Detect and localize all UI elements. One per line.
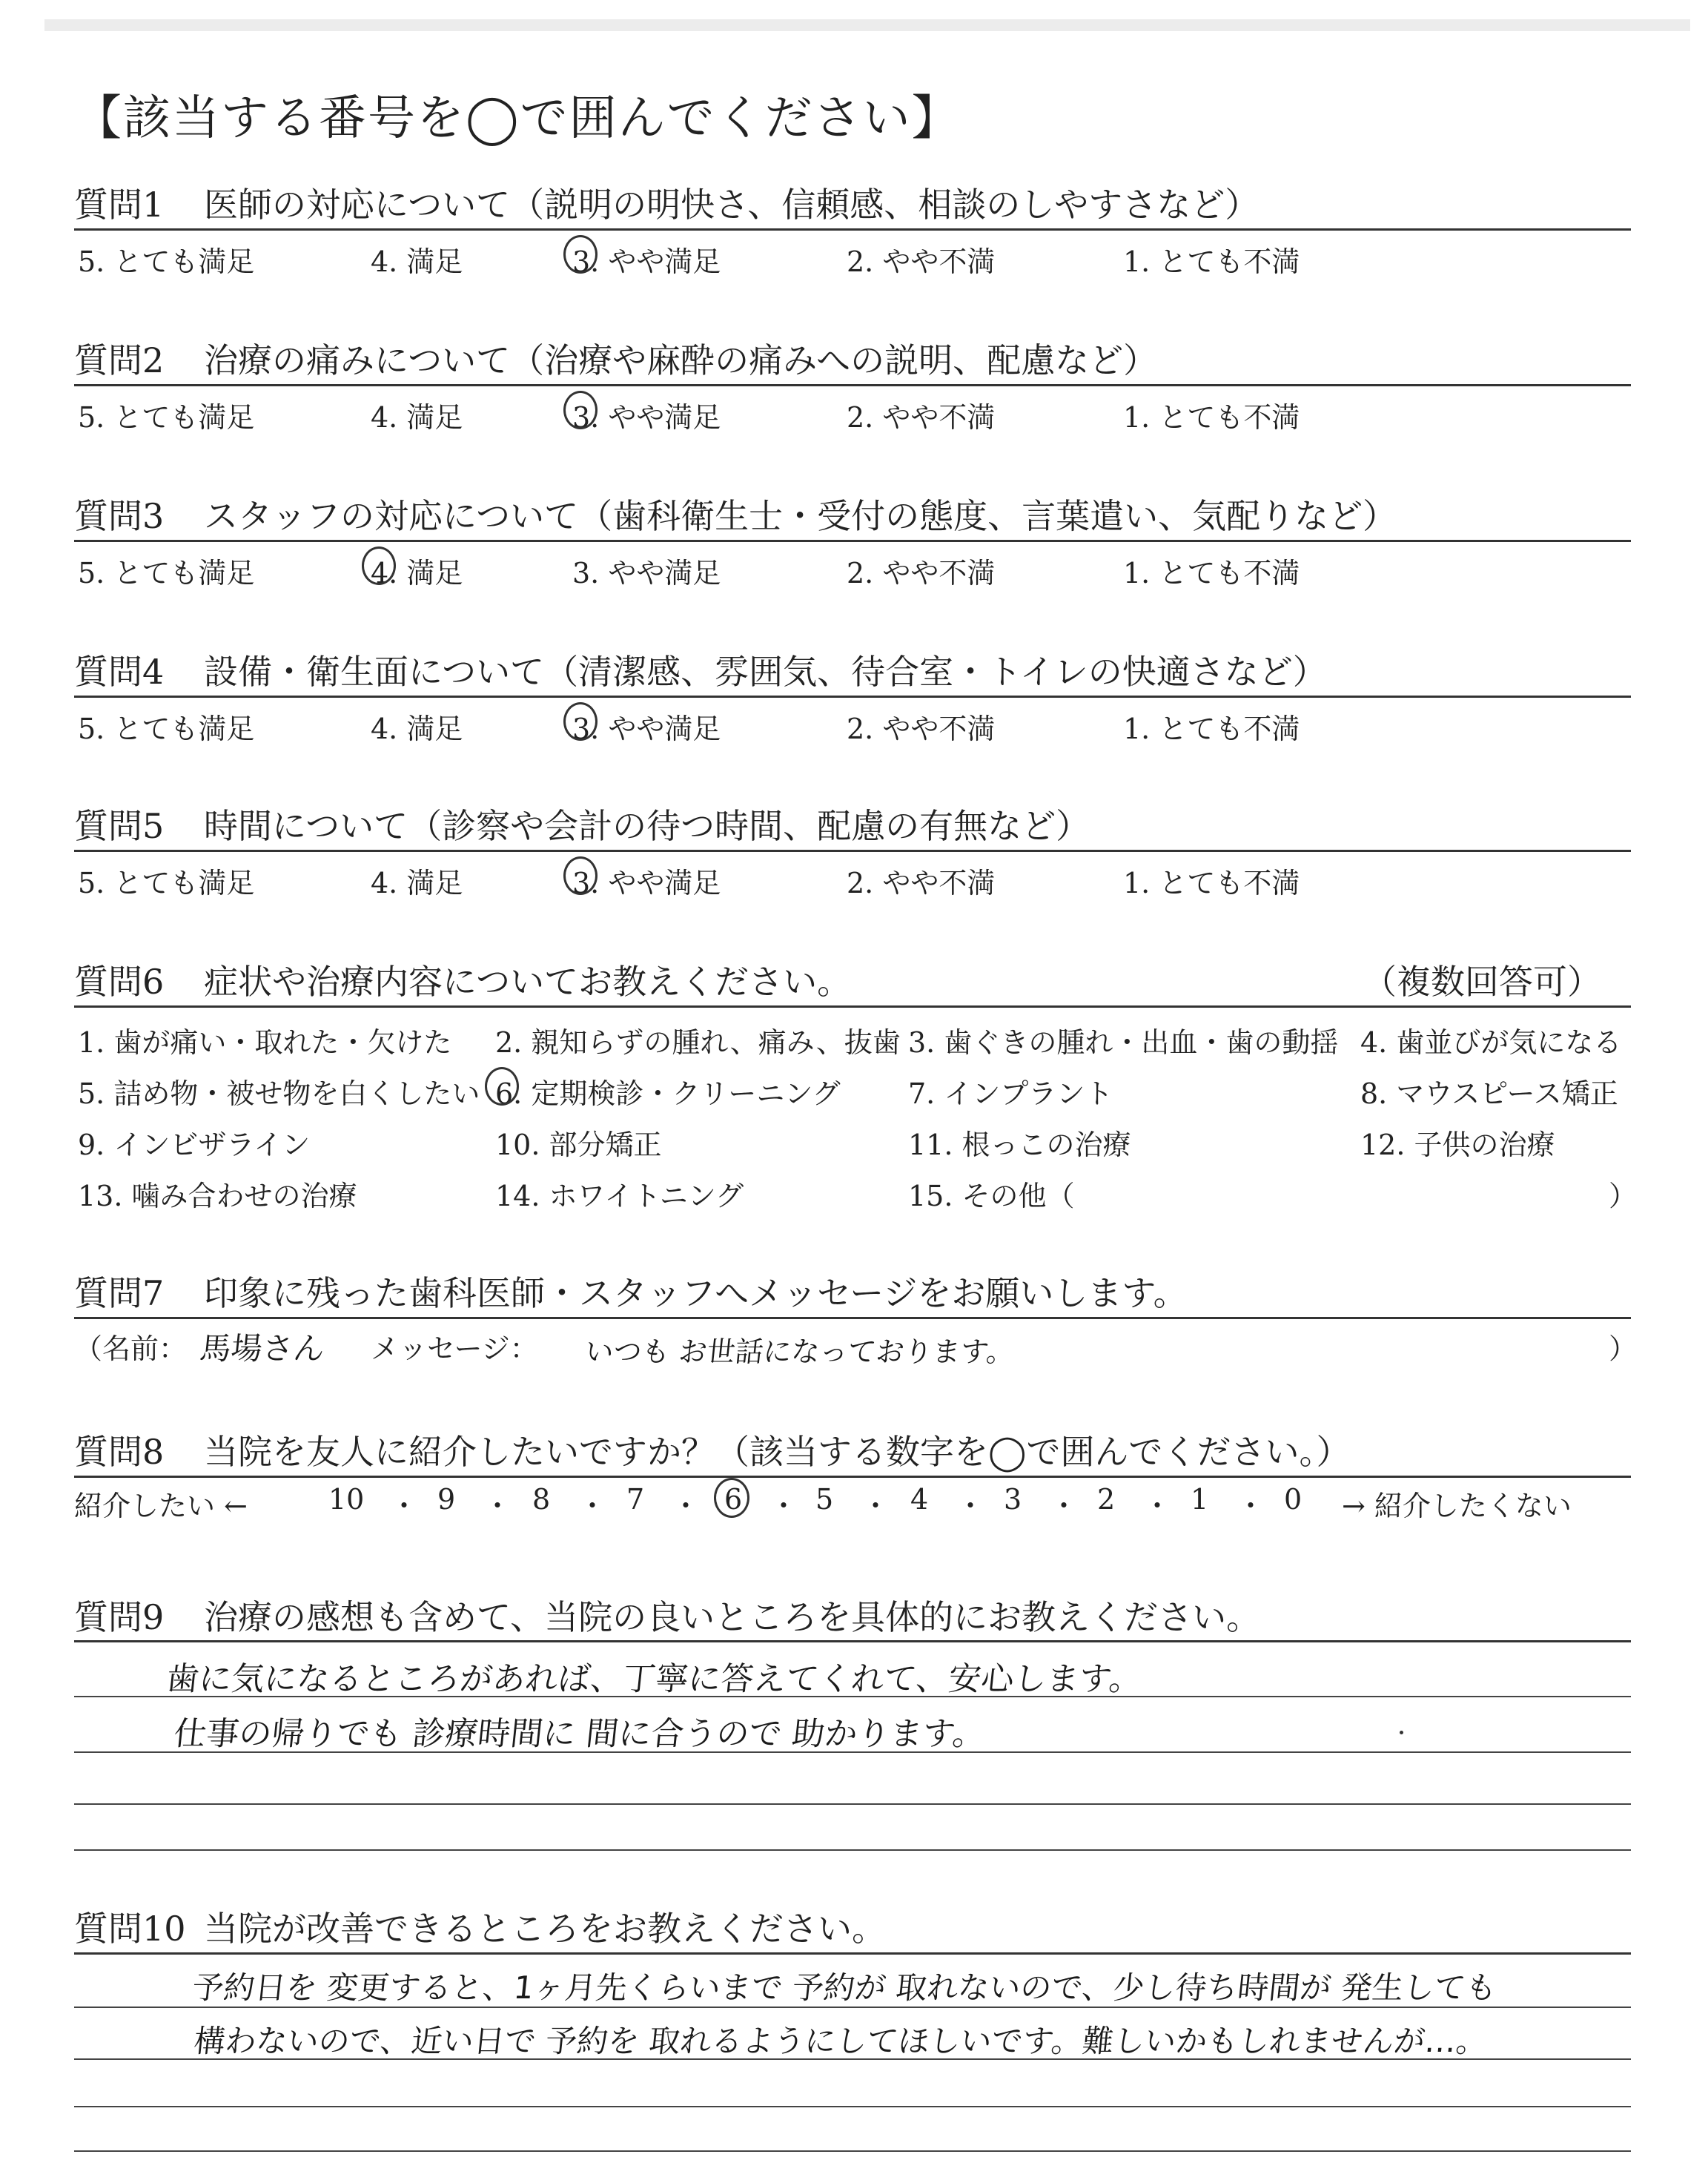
question-text: 医師の対応について（説明の明快さ、信頼感、相談のしやすさなど） [204,185,1260,225]
underline [74,1640,1631,1642]
underline [74,384,1631,386]
selected-circle-mark [563,856,598,895]
question-heading [74,1591,1260,1639]
question-number: 質問3 [74,496,165,536]
symptom-option[interactable]: 14. ホワイトニング [495,1180,744,1212]
question-text: スタッフの対応について（歯科衛生士・受付の態度、言葉遣い、気配りなど） [204,496,1397,536]
option-5[interactable]: 5. とても満足 [78,713,255,745]
score-10[interactable]: 10 [328,1483,365,1516]
symptom-option[interactable]: 3. 歯ぐきの腫れ・出血・歯の動揺 [908,1026,1339,1059]
separator-dot: ・ [1237,1490,1265,1522]
question-number: 質問1 [74,185,165,225]
question-heading [74,1902,886,1951]
question-heading [74,334,1157,383]
symptom-option[interactable]: 13. 噛み合わせの治療 [78,1180,357,1212]
option-5[interactable]: 5. とても満足 [78,867,255,899]
question-text: 設備・衛生面について（清潔感、雰囲気、待合室・トイレの快適さなど） [204,652,1327,692]
recommend-label: 紹介したい ← [74,1490,248,1522]
question-number: 質問5 [74,806,165,846]
underline [74,1005,1631,1008]
underline [74,696,1631,698]
question-heading [74,955,851,1004]
separator-dot: ・ [956,1490,985,1522]
score-1[interactable]: 1 [1191,1483,1209,1516]
symptom-option[interactable]: 5. 詰め物・被せ物を白くしたい [78,1077,480,1110]
handwritten-answer-line[interactable]: 構わないので、近い日で 予約を 取れるようにしてほしいです。難しいかもしれませんが…。 [192,2023,1489,2059]
option-2[interactable]: 2. やや不満 [847,713,996,745]
symptom-option[interactable]: 11. 根っこの治療 [908,1129,1131,1161]
option-2[interactable]: 2. やや不満 [847,401,996,434]
option-2[interactable]: 2. やや不満 [847,245,996,278]
symptom-option[interactable]: 12. 子供の治療 [1360,1129,1555,1161]
underline [74,1317,1631,1319]
separator-dot: ・ [1050,1490,1079,1522]
question-number: 質問6 [74,962,165,1002]
option-3[interactable]: 3. やや満足 [572,867,721,899]
selected-circle-mark [485,1067,519,1106]
multiple-answer-note: （複数回答可） [1363,962,1601,1002]
question-text: 症状や治療内容についてお教えください。 [204,962,852,1002]
underline [74,228,1631,231]
question-number: 質問8 [74,1432,165,1472]
answer-line [74,2150,1631,2152]
symptom-option[interactable]: 9. インビザライン [78,1129,311,1161]
answer-line [74,1803,1631,1805]
option-1[interactable]: 1. とても不満 [1123,557,1300,589]
score-3[interactable]: 3 [1004,1483,1022,1516]
answer-line [74,1849,1631,1851]
score-2[interactable]: 2 [1097,1483,1116,1516]
underline [74,850,1631,852]
handwritten-answer-line[interactable]: 仕事の帰りでも 診療時間に 間に合うので 助かります。 [171,1715,987,1753]
underline [74,1952,1631,1955]
separator-dot: ・ [861,1490,890,1522]
option-4[interactable]: 4. 満足 [371,713,463,745]
selected-circle-mark [563,235,598,274]
handwritten-answer-line[interactable]: 歯に気になるところがあれば、丁寧に答えてくれて、安心します。 [164,1660,1144,1698]
question-text: 時間について（診察や会計の待つ時間、配慮の有無など） [204,806,1090,846]
symptom-option[interactable]: 8. マウスピース矯正 [1360,1077,1618,1110]
separator-dot: ・ [390,1490,419,1522]
selected-circle-mark [714,1478,749,1518]
scan-top-band [44,19,1690,31]
option-5[interactable]: 5. とても満足 [78,557,255,589]
separator-dot: ・ [672,1490,701,1522]
underline [74,540,1631,542]
question-text: 当院を友人に紹介したいですか？（該当する数字を◯で囲んでください。） [204,1432,1351,1472]
answer-line [74,2106,1631,2107]
question-heading [74,645,1327,694]
message-handwritten[interactable]: いつも お世話になっております。 [583,1335,1016,1368]
selected-circle-mark [563,702,598,741]
score-7[interactable]: 7 [626,1483,645,1516]
option-2[interactable]: 2. やや不満 [847,867,996,899]
separator-dot: ・ [1143,1490,1172,1522]
question-heading [74,178,1259,227]
underline [74,1476,1631,1478]
question-text: 治療の感想も含めて、当院の良いところを具体的にお教えください。 [204,1597,1261,1637]
option-1[interactable]: 1. とても不満 [1123,713,1300,745]
question-heading [74,1266,1188,1315]
separator-dot: ・ [578,1490,607,1522]
symptom-option[interactable]: 1. 歯が痛い・取れた・欠けた [78,1026,452,1059]
question-number: 質問4 [74,652,165,692]
question-number: 質問10 [74,1909,186,1949]
selected-circle-mark [563,391,598,429]
score-5[interactable]: 5 [815,1483,834,1516]
name-label: （名前： [74,1332,188,1365]
option-4[interactable]: 4. 満足 [371,401,463,434]
score-9[interactable]: 9 [437,1483,456,1516]
other-close-paren: ） [1609,1180,1638,1212]
symptom-option[interactable]: 4. 歯並びが気になる [1360,1026,1622,1059]
name-handwritten[interactable]: 馬場さん [198,1330,327,1367]
question-heading [74,799,1090,848]
question-text: 治療の痛みについて（治療や麻酔の痛みへの説明、配慮など） [204,340,1158,380]
option-4[interactable]: 4. 満足 [371,245,463,278]
option-3[interactable]: 3. やや満足 [572,713,721,745]
symptom-option[interactable]: 6. 定期検診・クリーニング [495,1077,841,1110]
option-3[interactable]: 3. やや満足 [572,401,721,434]
option-1[interactable]: 1. とても不満 [1123,867,1300,899]
option-4[interactable]: 4. 満足 [371,867,463,899]
question-text: 印象に残った歯科医師・スタッフへメッセージをお願いします。 [204,1273,1188,1313]
score-6[interactable]: 6 [724,1483,743,1516]
separator-dot: ・ [769,1490,798,1522]
question-number: 質問7 [74,1273,165,1313]
message-close-paren: ） [1609,1332,1638,1365]
question-number: 質問9 [74,1597,165,1637]
score-0[interactable]: 0 [1284,1483,1302,1516]
question-heading [74,1425,1350,1474]
question-number: 質問2 [74,340,165,380]
option-1[interactable]: 1. とても不満 [1123,245,1300,278]
question-text: 当院が改善できるところをお教えください。 [204,1909,886,1949]
option-1[interactable]: 1. とても不満 [1123,401,1300,434]
option-3[interactable]: 3. やや満足 [572,557,721,589]
score-8[interactable]: 8 [532,1483,551,1516]
symptom-option[interactable]: 7. インプラント [908,1077,1113,1110]
option-5[interactable]: 5. とても満足 [78,245,255,278]
symptom-option[interactable]: 2. 親知らずの腫れ、痛み、抜歯 [495,1026,901,1059]
symptom-option-other[interactable]: 15. その他（ [908,1180,1075,1212]
page-title: 【該当する番号を◯で囲んでください】 [74,91,961,146]
message-label: メッセージ： [371,1332,538,1365]
not-recommend-label: → 紹介したくない [1342,1490,1572,1522]
pen-dot [1400,1731,1403,1734]
option-5[interactable]: 5. とても満足 [78,401,255,434]
handwritten-answer-line[interactable]: 予約日を 変更すると、1ヶ月先くらいまで 予約が 取れないので、少し待ち時間が 発生しても [191,1969,1499,2006]
option-4[interactable]: 4. 満足 [371,557,463,589]
option-2[interactable]: 2. やや不満 [847,557,996,589]
selected-circle-mark [362,546,396,585]
separator-dot: ・ [483,1490,512,1522]
score-4[interactable]: 4 [910,1483,929,1516]
symptom-option[interactable]: 10. 部分矯正 [495,1129,662,1161]
question-heading [74,489,1397,538]
option-3[interactable]: 3. やや満足 [572,245,721,278]
